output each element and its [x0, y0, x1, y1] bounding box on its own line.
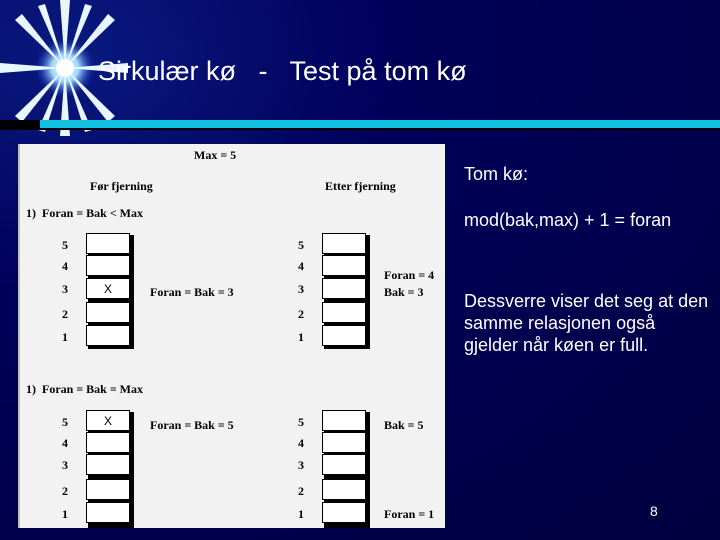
index-label: 2 — [62, 307, 68, 321]
case2-before-pointer: Foran = Bak = 5 — [150, 418, 234, 432]
index-label: 3 — [298, 458, 304, 472]
index-label: 1 — [62, 330, 68, 344]
index-label: 5 — [62, 415, 68, 429]
case1-label: 1) Foran = Bak < Max — [26, 206, 144, 220]
case1-after-foran: Foran = 4 — [384, 268, 435, 282]
notes-formula: mod(bak,max) + 1 = foran — [464, 210, 672, 230]
index-label: 2 — [298, 307, 304, 321]
queue-cell-1 — [86, 325, 130, 346]
case1-after-bak: Bak = 3 — [384, 285, 424, 299]
case1-before-pointer: Foran = Bak = 3 — [150, 285, 234, 299]
index-label: 2 — [62, 484, 68, 498]
after-header: Etter fjerning — [325, 179, 396, 193]
queue-diagram — [18, 144, 445, 528]
index-label: 4 — [62, 436, 68, 450]
queue-cell-5 — [322, 410, 366, 431]
cell-mark: X — [104, 282, 113, 296]
index-label: 3 — [62, 282, 68, 296]
queue-cell-1 — [86, 502, 130, 523]
queue-cell-2 — [322, 479, 366, 500]
queue-cell-3 — [86, 454, 130, 475]
queue-cell-5 — [86, 233, 130, 254]
page-number: 8 — [650, 503, 658, 519]
queue-cell-2 — [86, 302, 130, 323]
index-label: 5 — [298, 238, 304, 252]
max-label: Max = 5 — [194, 148, 237, 162]
notes-warning: Dessverre viser det seg at den samme relasjonen også gjelder når køen er full. — [464, 291, 709, 355]
queue-cell-3 — [322, 278, 366, 299]
index-label: 1 — [298, 330, 304, 344]
case2-after-foran: Foran = 1 — [384, 507, 435, 521]
queue-cell-3 — [86, 278, 130, 299]
case2-after-bak: Bak = 5 — [384, 418, 424, 432]
queue-cell-3 — [322, 454, 366, 475]
index-label: 3 — [62, 458, 68, 472]
queue-cell-1 — [322, 502, 366, 523]
index-label: 5 — [298, 415, 304, 429]
slide-title: Sirkulær kø - Test på tom kø — [98, 56, 467, 86]
title-underline — [40, 120, 720, 128]
queue-cell-2 — [322, 302, 366, 323]
queue-cell-4 — [86, 432, 130, 453]
queue-cell-4 — [86, 255, 130, 276]
case2-label: 1) Foran = Bak = Max — [26, 382, 144, 396]
queue-cell-4 — [322, 255, 366, 276]
queue-cell-5 — [322, 233, 366, 254]
index-label: 1 — [298, 507, 304, 521]
cell-mark: X — [104, 414, 113, 428]
index-label: 1 — [62, 507, 68, 521]
index-label: 3 — [298, 282, 304, 296]
index-label: 5 — [62, 238, 68, 252]
notes-heading: Tom kø: — [464, 164, 529, 184]
index-label: 4 — [298, 436, 304, 450]
before-header: Før fjerning — [90, 179, 153, 193]
queue-cell-4 — [322, 432, 366, 453]
index-label: 4 — [62, 259, 68, 273]
queue-cell-2 — [86, 479, 130, 500]
index-label: 4 — [298, 259, 304, 273]
queue-cell-1 — [322, 325, 366, 346]
queue-cell-5 — [86, 410, 130, 431]
index-label: 2 — [298, 484, 304, 498]
